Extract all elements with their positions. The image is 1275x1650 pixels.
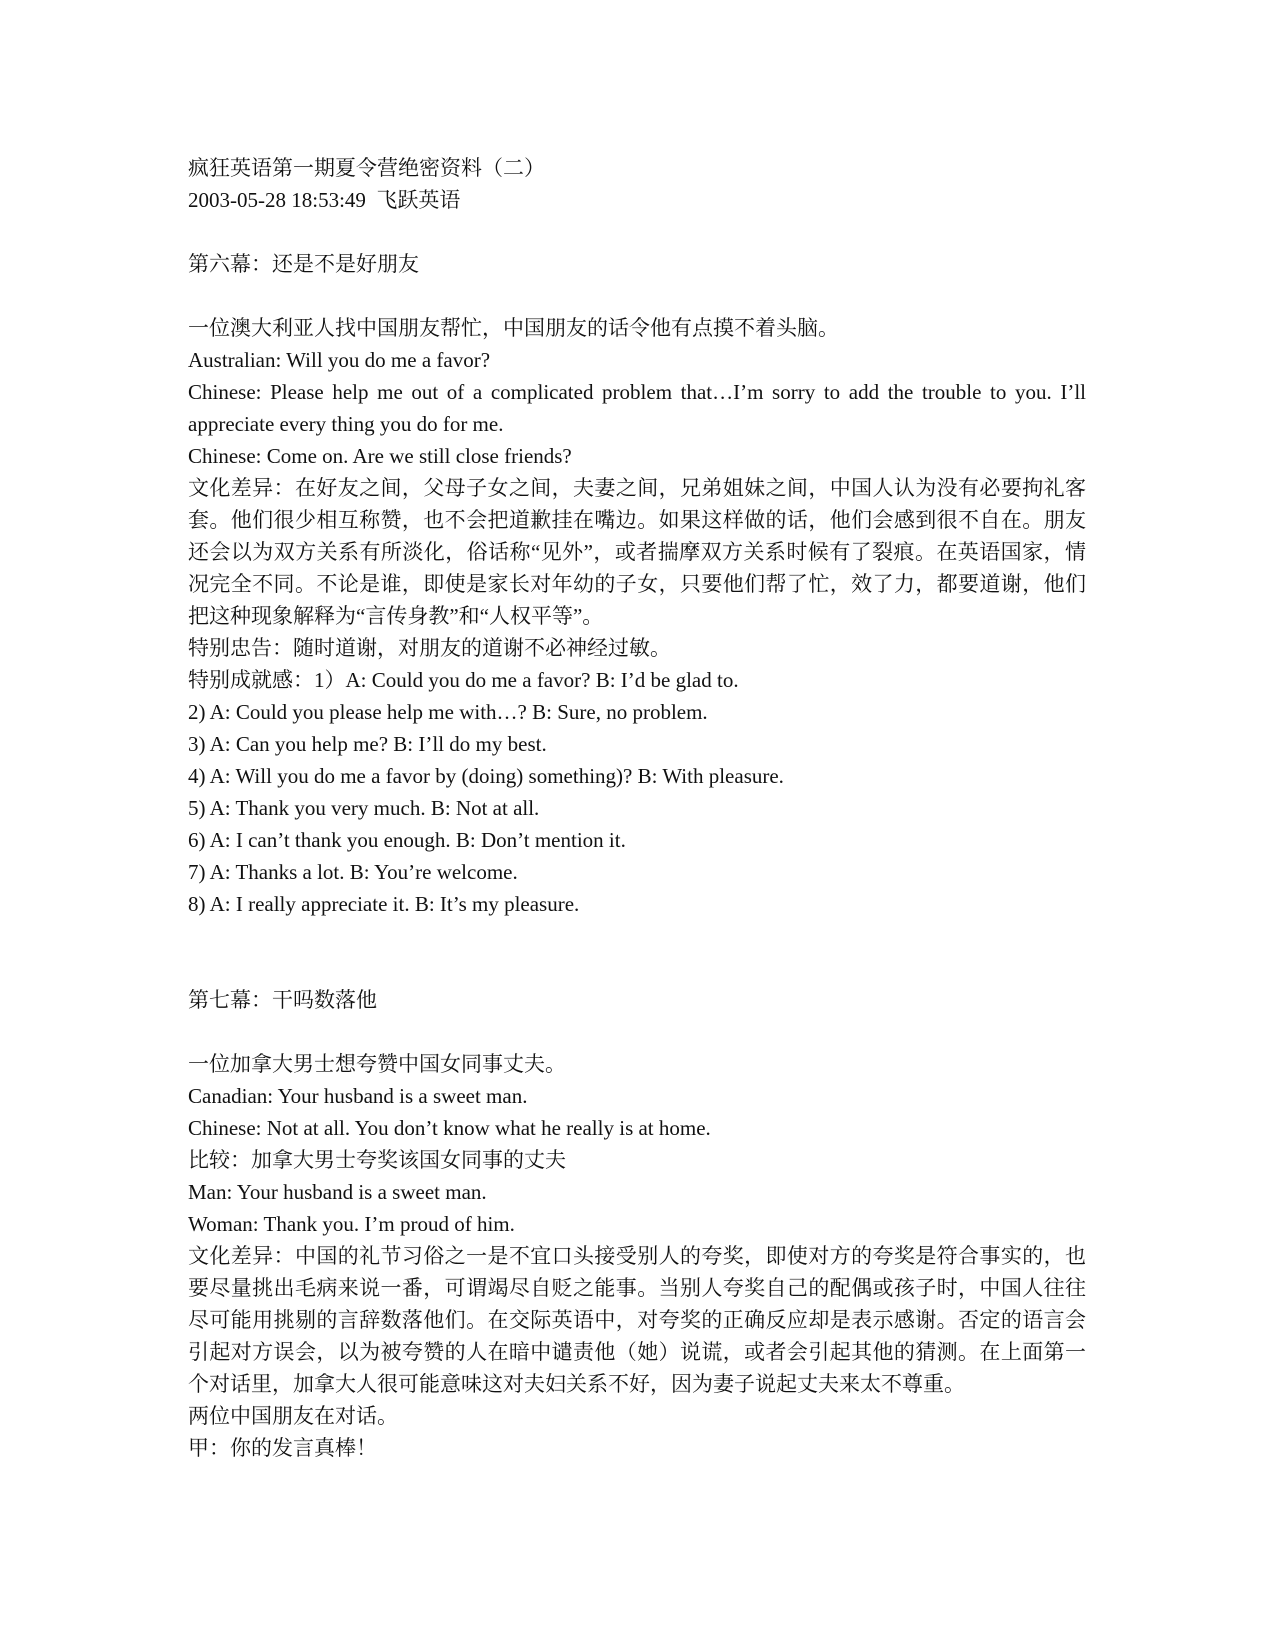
phrase-line: 2) A: Could you please help me with…? B: Sure, no problem.	[188, 700, 708, 724]
act6-heading: 第六幕：还是不是好朋友	[188, 252, 419, 276]
phrase-line: 5) A: Thank you very much. B: Not at all.	[188, 796, 540, 820]
act7-intro: 一位加拿大男士想夸赞中国女同事丈夫。	[188, 1052, 566, 1076]
act6-dialog-line: Chinese: Come on. Are we still close friends?	[188, 444, 572, 468]
act7-heading: 第七幕：干吗数落他	[188, 988, 377, 1012]
phrase-line: 8) A: I really appreciate it. B: It’s my pleasure.	[188, 892, 580, 916]
phrase-line: 4) A: Will you do me a favor by (doing) something)? B: With pleasure.	[188, 764, 784, 788]
act7-dialog-line: Canadian: Your husband is a sweet man.	[188, 1084, 528, 1108]
spacer	[188, 280, 1086, 312]
act6-culture-paragraph: 文化差异：在好友之间，父母子女之间，夫妻之间，兄弟姐妹之间，中国人认为没有必要拘礼客套。他们很少相互称赞，也不会把道歉挂在嘴边。如果这样做的话，他们会感到很不自在。朋友还会以为双方关系有所淡化，俗话称“见外”，或者揣摩双方关系时候有了裂痕。在英语国家，情况完全不同。不论是谁，即使是家长对年幼的子女，只要他们帮了忙，效了力，都要道谢，他们把这种现象解释为“言传身教”和“人权平等”。	[188, 476, 1086, 628]
act7-dialog-line: Man: Your husband is a sweet man.	[188, 1180, 487, 1204]
act6-intro: 一位澳大利亚人找中国朋友帮忙，中国朋友的话令他有点摸不着头脑。	[188, 316, 839, 340]
document-title: 疯狂英语第一期夏令营绝密资料（二）	[188, 156, 545, 180]
act6-dialog-line: Australian: Will you do me a favor?	[188, 348, 491, 372]
document-meta: 2003-05-28 18:53:49 飞跃英语	[188, 188, 461, 212]
phrase-line: 6) A: I can’t thank you enough. B: Don’t mention it.	[188, 828, 626, 852]
phrase-line: 特别成就感：1）A: Could you do me a favor? B: I’d be glad to.	[188, 668, 739, 692]
act6-dialog-line: Chinese: Please help me out of a complicated problem that…I’m sorry to add the trouble to you. I’ll appreciate every thing you do for me.	[188, 380, 1086, 436]
spacer	[188, 920, 1086, 952]
act6-advice: 特别忠告：随时道谢，对朋友的道谢不必神经过敏。	[188, 636, 671, 660]
act7-dialog-line: Chinese: Not at all. You don’t know what he really is at home.	[188, 1116, 711, 1140]
document-body	[188, 152, 1086, 1464]
phrase-line: 7) A: Thanks a lot. B: You’re welcome.	[188, 860, 518, 884]
act7-comparison-label: 比较：加拿大男士夸奖该国女同事的丈夫	[188, 1148, 566, 1172]
act7-closing-line: 甲：你的发言真棒！	[188, 1436, 377, 1460]
spacer	[188, 216, 1086, 248]
phrase-line: 3) A: Can you help me? B: I’ll do my best.	[188, 732, 547, 756]
act7-dialog-line: Woman: Thank you. I’m proud of him.	[188, 1212, 515, 1236]
act7-culture-paragraph: 文化差异：中国的礼节习俗之一是不宜口头接受别人的夸奖，即使对方的夸奖是符合事实的，也要尽量挑出毛病来说一番，可谓竭尽自贬之能事。当别人夸奖自己的配偶或孩子时，中国人往往尽可能用挑剔的言辞数落他们。在交际英语中，对夸奖的正确反应却是表示感谢。否定的语言会引起对方误会，以为被夸赞的人在暗中谴责他（她）说谎，或者会引起其他的猜测。在上面第一个对话里，加拿大人很可能意味这对夫妇关系不好，因为妻子说起丈夫来太不尊重。	[188, 1244, 1086, 1396]
act7-closing-line: 两位中国朋友在对话。	[188, 1404, 398, 1428]
spacer	[188, 1016, 1086, 1048]
spacer	[188, 952, 1086, 984]
